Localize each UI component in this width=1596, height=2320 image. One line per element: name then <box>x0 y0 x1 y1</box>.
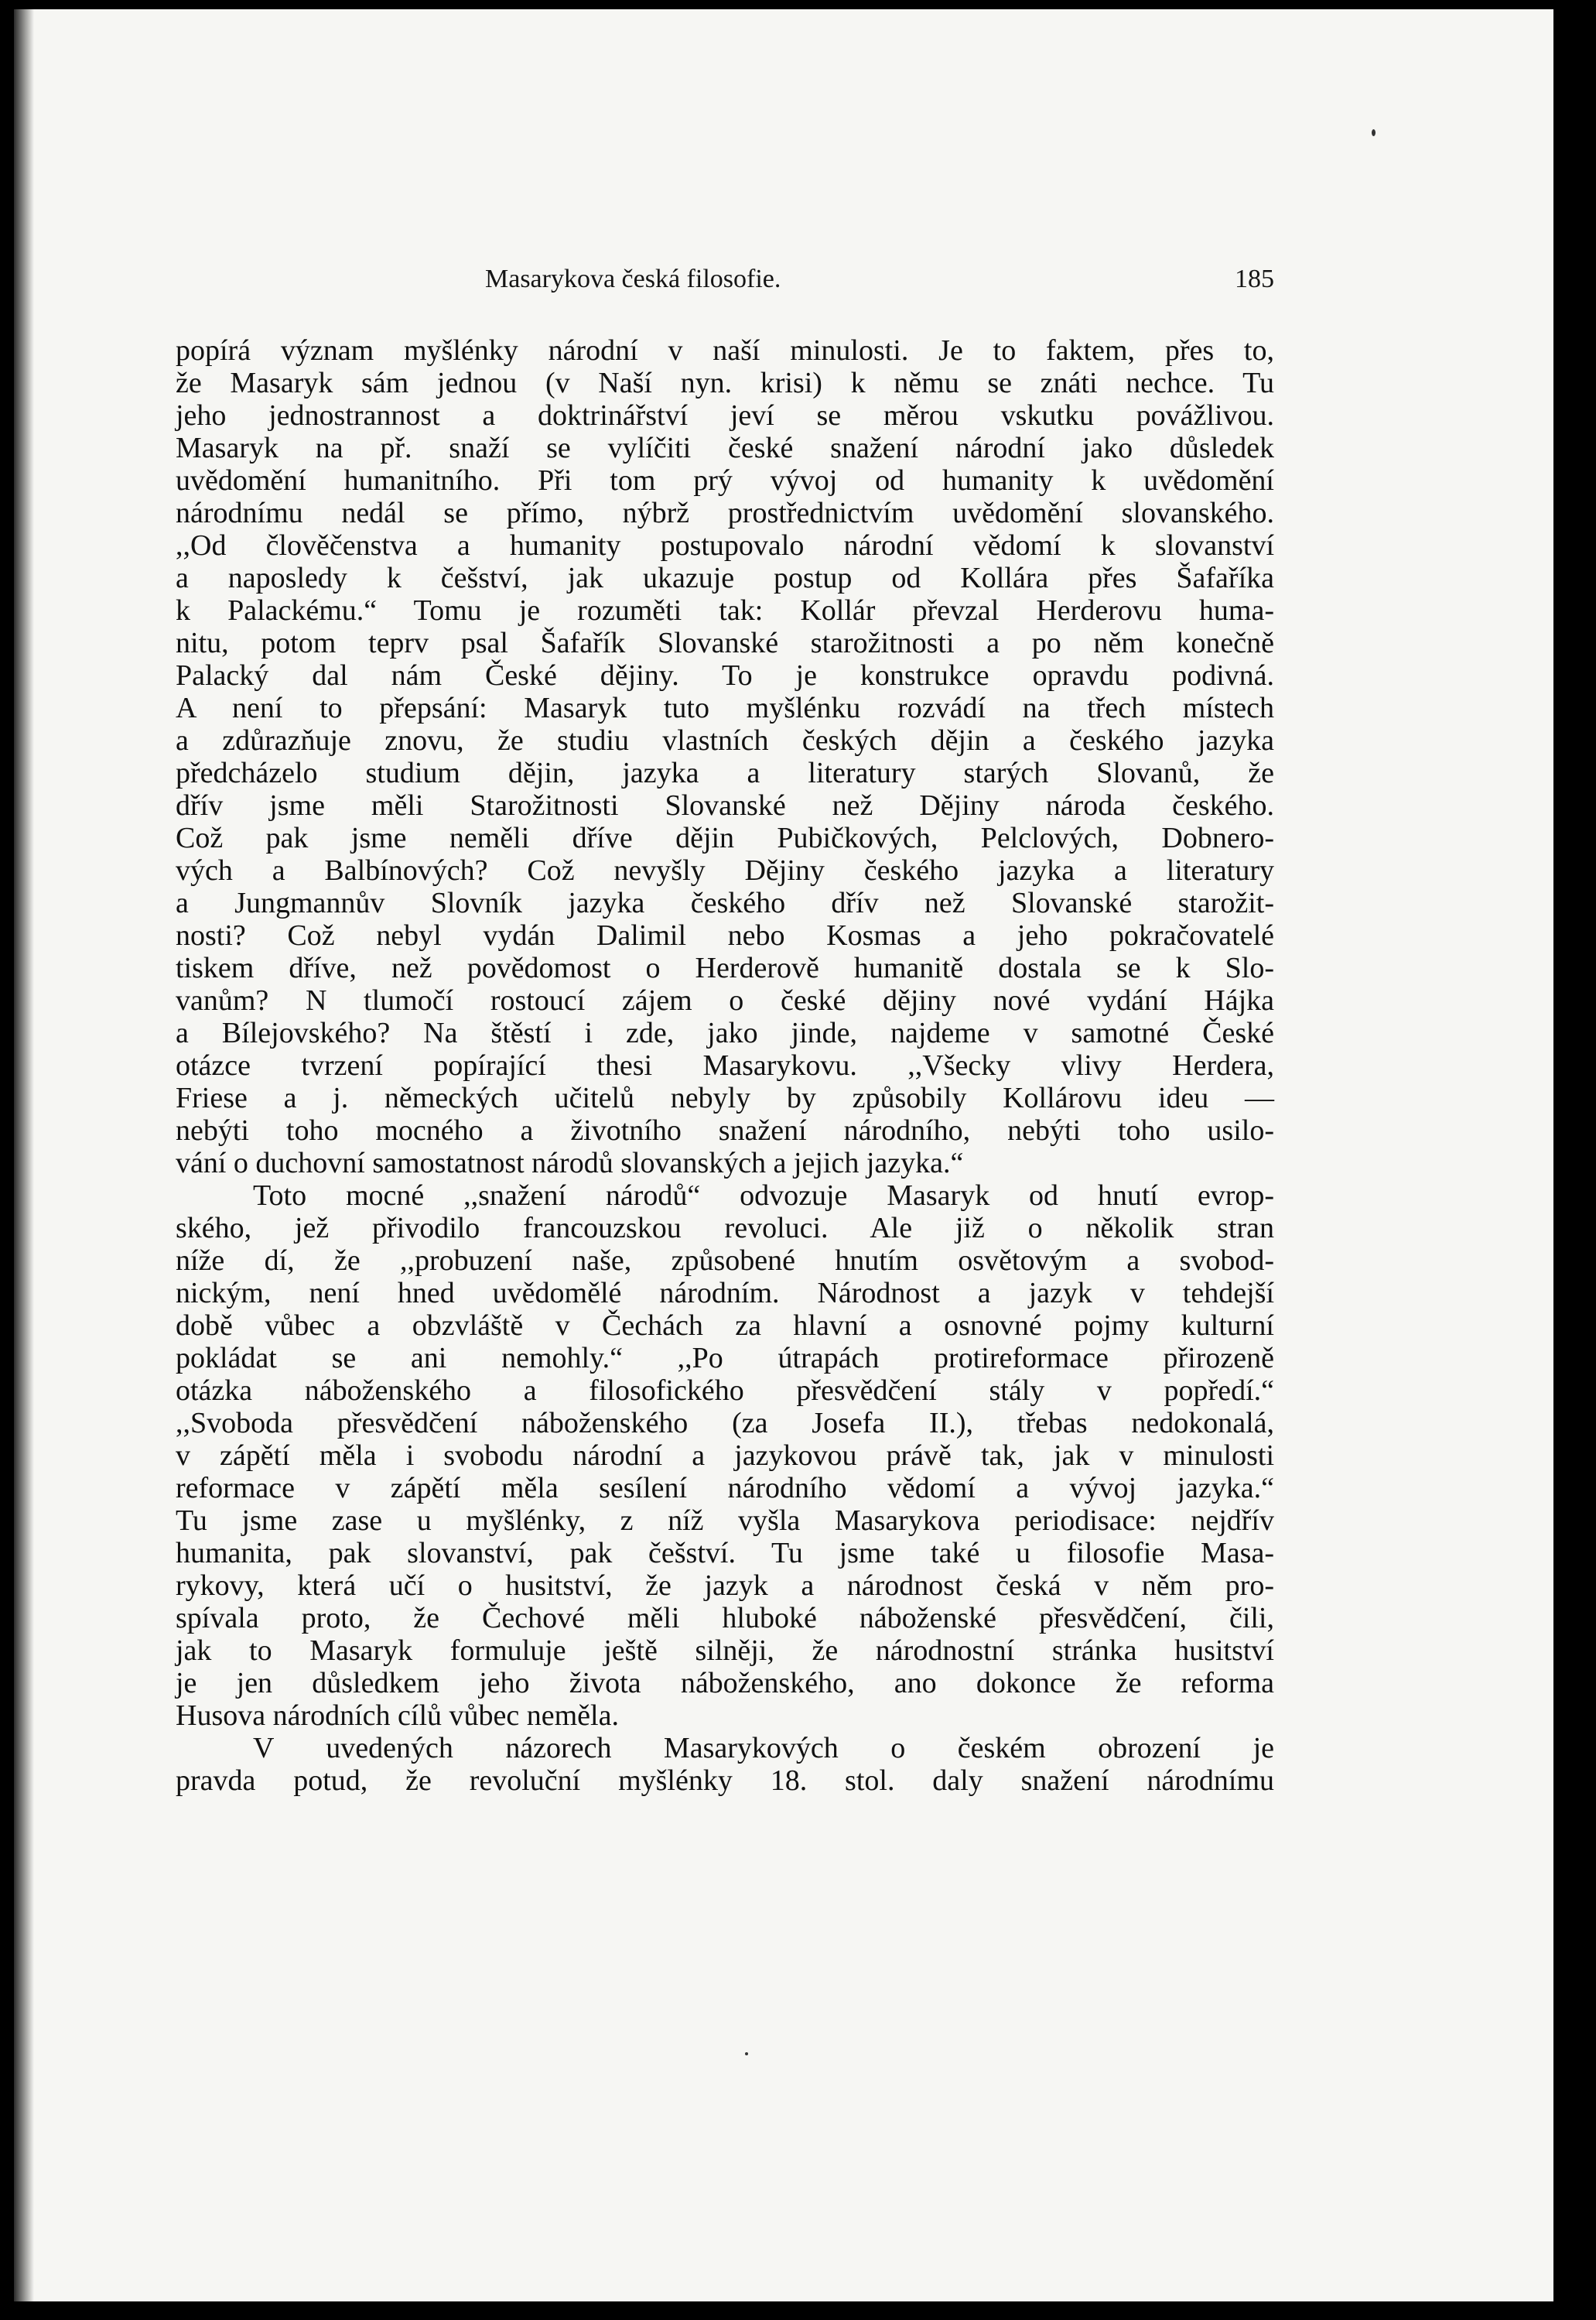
spine-shadow <box>14 9 34 2301</box>
text-line: dřív jsme měli Starožitnosti Slovanské než Dějiny národa českého. <box>176 789 1274 822</box>
text-line: je jen důsledkem jeho života náboženského, ano dokonce že reforma <box>176 1667 1274 1699</box>
book-page <box>14 9 1553 2301</box>
text-line: jak to Masaryk formuluje ještě silněji, že národnostní stránka husitství <box>176 1634 1274 1667</box>
text-line: V uvedených názorech Masarykových o českém obrození je <box>253 1732 1274 1764</box>
text-line: pokládat se ani nemohly.“ ,,Po útrapách protireformace přirozeně <box>176 1342 1274 1374</box>
text-line: vání o duchovní samostatnost národů slovanských a jejich jazyka.“ <box>176 1147 964 1179</box>
body-text <box>176 334 1274 1797</box>
text-line: jeho jednostrannost a doktrinářství jeví se měrou vskutku povážlivou. <box>176 399 1274 432</box>
text-line: nickým, není hned uvědomělé národním. Národnost a jazyk v tehdejší <box>176 1277 1274 1309</box>
text-line: Masaryk na př. snaží se vylíčiti české snažení národní jako důsledek <box>176 432 1274 464</box>
text-line: že Masaryk sám jednou (v Naší nyn. krisi) k němu se znáti nechce. Tu <box>176 367 1274 399</box>
text-line: nitu, potom teprv psal Šafařík Slovanské starožitnosti a po něm konečně <box>176 627 1274 659</box>
text-line: v zápětí měla i svobodu národní a jazykovou právě tak, jak v minulosti <box>176 1439 1274 1472</box>
text-line: národnímu nedál se přímo, nýbrž prostřednictvím uvědomění slovanského. <box>176 497 1274 529</box>
print-speck <box>1372 129 1376 136</box>
text-line: tiskem dříve, než povědomost o Herderově humanitě dostala se k Slo- <box>176 952 1274 984</box>
text-line: a Jungmannův Slovník jazyka českého dřív než Slovanské starožit- <box>176 887 1274 919</box>
text-line: Friese a j. německých učitelů nebyly by způsobily Kollárovu ideu — <box>176 1082 1274 1114</box>
text-line: ,,Od člověčenstva a humanity postupovalo národní vědomí k slovanství <box>176 529 1274 562</box>
text-line: otázka náboženského a filosofického přesvědčení stály v popředí.“ <box>176 1374 1274 1407</box>
running-header <box>176 265 1274 299</box>
text-line: Toto mocné ,,snažení národů“ odvozuje Masaryk od hnutí evrop- <box>253 1179 1274 1212</box>
text-line: a zdůrazňuje znovu, že studiu vlastních českých dějin a českého jazyka <box>176 724 1274 757</box>
text-line: níže dí, že ,,probuzení naše, způsobené hnutím osvětovým a svobod- <box>176 1244 1274 1277</box>
text-line: humanita, pak slovanství, pak češství. Tu jsme také u filosofie Masa- <box>176 1537 1274 1569</box>
text-line: předcházelo studium dějin, jazyka a literatury starých Slovanů, že <box>176 757 1274 789</box>
text-line: Husova národních cílů vůbec neměla. <box>176 1699 619 1732</box>
text-line: vých a Balbínových? Což nevyšly Dějiny českého jazyka a literatury <box>176 854 1274 887</box>
text-line: otázce tvrzení popírající thesi Masarykovu. ,,Všecky vlivy Herdera, <box>176 1049 1274 1082</box>
text-line: nebýti toho mocného a životního snažení národního, nebýti toho usilo- <box>176 1114 1274 1147</box>
text-line: Tu jsme zase u myšlénky, z níž vyšla Masarykova periodisace: nejdřív <box>176 1504 1274 1537</box>
text-line: ,,Svoboda přesvědčení náboženského (za Josefa II.), třebas nedokonalá, <box>176 1407 1274 1439</box>
text-line: Palacký dal nám České dějiny. To je konstrukce opravdu podivná. <box>176 659 1274 692</box>
text-line: Což pak jsme neměli dříve dějin Pubičkových, Pelclových, Dobnero- <box>176 822 1274 854</box>
text-line: reformace v zápětí měla sesílení národního vědomí a vývoj jazyka.“ <box>176 1472 1274 1504</box>
text-line: A není to přepsání: Masaryk tuto myšlénku rozvádí na třech místech <box>176 692 1274 724</box>
page-number: 185 <box>1235 265 1274 293</box>
running-title: Masarykova česká filosofie. <box>485 265 781 293</box>
text-line: nosti? Což nebyl vydán Dalimil nebo Kosmas a jeho pokračovatelé <box>176 919 1274 952</box>
text-line: době vůbec a obzvláště v Čechách za hlavní a osnovné pojmy kulturní <box>176 1309 1274 1342</box>
text-line: pravda potud, že revoluční myšlénky 18. stol. daly snažení národnímu <box>176 1764 1274 1797</box>
text-line: a Bílejovského? Na štěstí i zde, jako jinde, najdeme v samotné České <box>176 1017 1274 1049</box>
text-line: k Palackému.“ Tomu je rozuměti tak: Kollár převzal Herderovu huma- <box>176 594 1274 627</box>
text-line: rykovy, která učí o husitství, že jazyk a národnost česká v něm pro- <box>176 1569 1274 1602</box>
text-line: a naposledy k češství, jak ukazuje postup od Kollára přes Šafaříka <box>176 562 1274 594</box>
print-speck <box>745 2052 748 2055</box>
text-line: uvědomění humanitního. Při tom prý vývoj od humanity k uvědomění <box>176 464 1274 497</box>
text-line: spívala proto, že Čechové měli hluboké náboženské přesvědčení, čili, <box>176 1602 1274 1634</box>
text-line: vanům? N tlumočí rostoucí zájem o české dějiny nové vydání Hájka <box>176 984 1274 1017</box>
text-line: popírá význam myšlénky národní v naší minulosti. Je to faktem, přes to, <box>176 334 1274 367</box>
text-line: ského, jež přivodilo francouzskou revoluci. Ale již o několik stran <box>176 1212 1274 1244</box>
